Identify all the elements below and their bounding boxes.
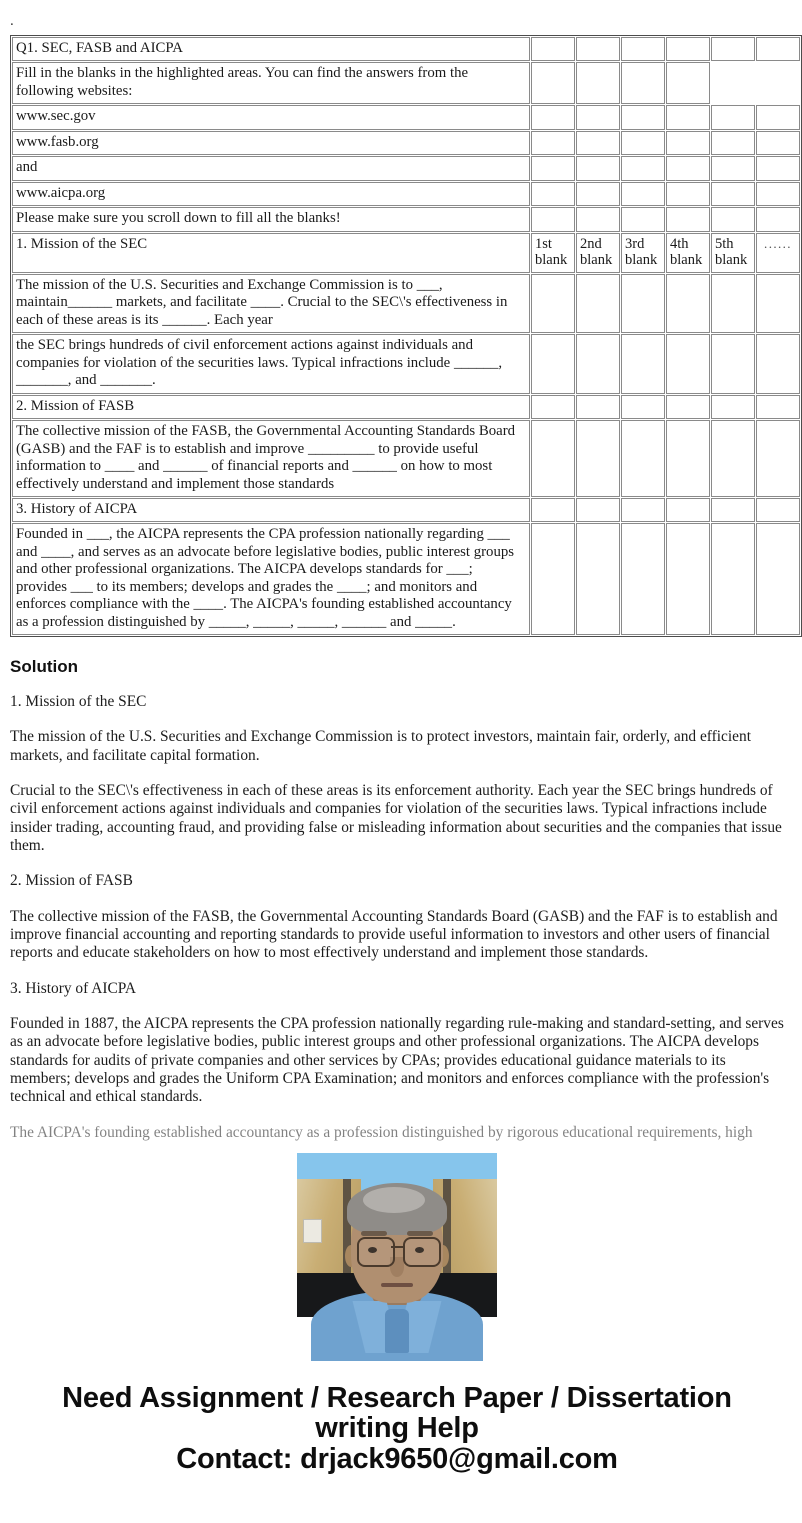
solution-aicpa-paragraph-2-text: The AICPA's founding established accountancy as a profession distinguished by rigorous educational requirements, high xyxy=(10,1123,753,1141)
promo-contact-line: Contact: drjack9650@gmail.com xyxy=(176,1442,618,1475)
avatar-background-switch xyxy=(303,1219,322,1243)
stray-period: . xyxy=(10,13,14,29)
blank-cell[interactable] xyxy=(756,207,800,231)
table-row xyxy=(12,498,800,522)
answer-cell[interactable] xyxy=(621,523,665,635)
blank-cell[interactable] xyxy=(756,182,800,206)
avatar xyxy=(297,1153,497,1353)
blank-cell[interactable] xyxy=(576,105,620,129)
answer-cell[interactable] xyxy=(666,498,710,522)
answer-cell[interactable] xyxy=(621,498,665,522)
answer-cell[interactable] xyxy=(621,420,665,497)
scroll-notice-cell: Please make sure you scroll down to fill all the blanks! xyxy=(12,207,530,231)
avatar-mouth xyxy=(381,1283,413,1287)
answer-cell[interactable] xyxy=(531,274,575,333)
conjunction-cell: and xyxy=(12,156,530,180)
website-aicpa-cell: www.aicpa.org xyxy=(12,182,530,206)
blank-cell[interactable] xyxy=(711,131,755,155)
answer-cell[interactable] xyxy=(666,395,710,419)
blank-cell[interactable] xyxy=(711,207,755,231)
solution-sec-paragraph-2: Crucial to the SEC\'s effectiveness in each of these areas is its enforcement authority. Each year the SEC brings hundreds of civil enforcement actions against individuals and companies for violation of the securities laws. Typical infractions include insider trading, accounting fraud, and providing false or misleading information about securities and the companies that issue them. xyxy=(10,782,782,855)
blank-cell[interactable] xyxy=(621,182,665,206)
fasb-mission-text-cell: The collective mission of the FASB, the Governmental Accounting Standards Board (GASB) and the FAF is to establish and improve _________ to provide useful information to ____ and ______ of financial reports and ______ on how to most effectively understand and implement those standards xyxy=(12,420,530,497)
answer-cell[interactable] xyxy=(756,274,800,333)
table-row xyxy=(12,131,800,155)
blank-header-3: 3rd blank xyxy=(621,233,665,273)
blank-cell[interactable] xyxy=(531,62,575,104)
worksheet-table-container xyxy=(0,35,794,637)
blank-cell[interactable] xyxy=(531,207,575,231)
avatar-glasses-lens-left xyxy=(357,1237,395,1267)
answer-cell[interactable] xyxy=(666,420,710,497)
worksheet-table xyxy=(10,35,802,637)
blank-header-2: 2nd blank xyxy=(576,233,620,273)
blank-cell[interactable] xyxy=(666,182,710,206)
table-row xyxy=(12,62,800,104)
solution-fasb-paragraph-1: The collective mission of the FASB, the Governmental Accounting Standards Board (GASB) and the FAF is to establish and improve financial accounting and reporting standards to provide useful information to investors and other users of financial reports and educate stakeholders on how to most effectively understand and implement those standards. xyxy=(10,907,778,962)
table-row xyxy=(12,156,800,180)
worksheet-fasb-section xyxy=(12,395,800,497)
answer-cell[interactable] xyxy=(576,334,620,393)
sec-section-header-cell: 1. Mission of the SEC xyxy=(12,233,530,273)
avatar-eyebrow-right xyxy=(407,1231,433,1236)
blank-cell[interactable] xyxy=(756,105,800,129)
answer-cell[interactable] xyxy=(576,395,620,419)
answer-cell[interactable] xyxy=(531,498,575,522)
answer-cell[interactable] xyxy=(711,334,755,393)
table-row xyxy=(12,105,800,129)
table-row xyxy=(12,233,800,273)
blank-cell[interactable] xyxy=(711,182,755,206)
blank-cell[interactable] xyxy=(711,156,755,180)
blank-cell[interactable] xyxy=(531,105,575,129)
avatar-glasses-lens-right xyxy=(403,1237,441,1267)
blank-cell[interactable] xyxy=(621,37,665,61)
promo-line-2: writing Help xyxy=(315,1412,479,1445)
blank-cell[interactable] xyxy=(666,156,710,180)
blank-cell[interactable] xyxy=(756,37,800,61)
avatar-container xyxy=(0,1131,794,1353)
table-row xyxy=(12,395,800,419)
blank-cell[interactable] xyxy=(576,131,620,155)
answer-cell[interactable] xyxy=(666,523,710,635)
blank-cell[interactable] xyxy=(756,131,800,155)
website-sec-cell: www.sec.gov xyxy=(12,105,530,129)
blank-cell[interactable] xyxy=(531,182,575,206)
solution-sec-paragraph-1: The mission of the U.S. Securities and Exchange Commission is to protect investors, maintain fair, orderly, and efficient markets, and facilitate capital formation. xyxy=(10,728,751,764)
promo-line-1: Need Assignment / Research Paper / Dissertation xyxy=(62,1381,732,1414)
promo-footer xyxy=(0,1353,794,1484)
blank-cell[interactable] xyxy=(756,156,800,180)
blank-cell[interactable] xyxy=(666,62,710,104)
aicpa-section-header-cell: 3. History of AICPA xyxy=(12,498,530,522)
answer-cell[interactable] xyxy=(576,274,620,333)
answer-cell[interactable] xyxy=(531,334,575,393)
blank-cell[interactable] xyxy=(621,105,665,129)
solution-fasb-title: 2. Mission of FASB xyxy=(10,872,133,890)
solution-aicpa-title: 3. History of AICPA xyxy=(10,979,136,997)
blank-cell[interactable] xyxy=(531,131,575,155)
blank-cell[interactable] xyxy=(576,37,620,61)
blank-cell[interactable] xyxy=(621,62,665,104)
blank-cell[interactable] xyxy=(711,37,755,61)
answer-cell[interactable] xyxy=(531,395,575,419)
answer-cell[interactable] xyxy=(666,274,710,333)
answer-cell[interactable] xyxy=(711,420,755,497)
avatar-eyebrow-left xyxy=(361,1231,387,1236)
table-row xyxy=(12,37,800,61)
blank-header-5: 5th blank xyxy=(711,233,755,273)
table-row xyxy=(12,182,800,206)
worksheet-instructions-cell: Fill in the blanks in the highlighted areas. You can find the answers from the following websites: xyxy=(12,62,530,104)
table-row xyxy=(12,207,800,231)
answer-cell[interactable] xyxy=(621,274,665,333)
avatar-tie xyxy=(385,1309,409,1353)
blank-cell[interactable] xyxy=(666,131,710,155)
blank-cell[interactable] xyxy=(666,105,710,129)
answer-cell[interactable] xyxy=(621,334,665,393)
solution-aicpa-paragraph-2-clipped xyxy=(10,1123,784,1141)
aicpa-history-text-cell: Founded in ___, the AICPA represents the CPA profession nationally regarding ___ and ____, and serves as an advocate before legislative bodies, public interest groups and other professional organizations. The AICPA develops standards for ___; provides ___ to its members; develops and grades the ____; and monitors and enforces compliance with the ____. The AICPA's founding established accountancy as a profession distinguished by _____, _____, _____, ______ and _____. xyxy=(12,523,530,635)
answer-cell[interactable] xyxy=(531,420,575,497)
worksheet-aicpa-section xyxy=(12,498,800,635)
answer-cell[interactable] xyxy=(756,523,800,635)
blank-header-1: 1st blank xyxy=(531,233,575,273)
table-row xyxy=(12,420,800,497)
answer-cell[interactable] xyxy=(756,420,800,497)
blank-cell[interactable] xyxy=(576,156,620,180)
table-row xyxy=(12,523,800,635)
sec-mission-text-cell: The mission of the U.S. Securities and Exchange Commission is to ___, maintain______ markets, and facilitate ____. Crucial to the SEC\'s effectiveness in each of these areas is its ______. Each year xyxy=(12,274,530,333)
answer-cell[interactable] xyxy=(756,498,800,522)
blank-cell[interactable] xyxy=(666,37,710,61)
answer-cell[interactable] xyxy=(756,334,800,393)
blank-header-ellipsis: ...... xyxy=(756,233,800,273)
table-row xyxy=(12,334,800,393)
answer-cell[interactable] xyxy=(576,420,620,497)
worksheet-intro-section xyxy=(12,37,800,232)
blank-cell[interactable] xyxy=(531,156,575,180)
answer-cell[interactable] xyxy=(621,395,665,419)
solution-aicpa-paragraph-1: Founded in 1887, the AICPA represents the CPA profession nationally regarding rule-making and standard-setting, and serves as an advocate before legislative bodies, public interest groups and other professional organizations. The AICPA develops standards for audits of private companies and other services by CPAs; provides educational guidance materials to its members; develops and grades the Uniform CPA Examination; and monitors and enforces compliance with the profession's technical and ethical standards. xyxy=(10,1015,784,1106)
solution-sec-title: 1. Mission of the SEC xyxy=(10,693,147,711)
fasb-section-header-cell: 2. Mission of FASB xyxy=(12,395,530,419)
solution-heading: Solution xyxy=(10,657,78,677)
answer-cell[interactable] xyxy=(711,498,755,522)
sec-enforcement-text-cell: the SEC brings hundreds of civil enforcement actions against individuals and companies for violation of the securities laws. Typical infractions include ______, _______, and _______. xyxy=(12,334,530,393)
answer-cell[interactable] xyxy=(666,334,710,393)
blank-cell[interactable] xyxy=(621,156,665,180)
table-row xyxy=(12,274,800,333)
worksheet-sec-section xyxy=(12,233,800,394)
worksheet-title-cell: Q1. SEC, FASB and AICPA xyxy=(12,37,530,61)
blank-header-4: 4th blank xyxy=(666,233,710,273)
blank-cell[interactable] xyxy=(576,62,620,104)
answer-cell[interactable] xyxy=(711,395,755,419)
blank-cell[interactable] xyxy=(531,37,575,61)
answer-cell[interactable] xyxy=(711,274,755,333)
answer-cell[interactable] xyxy=(711,523,755,635)
blank-cell[interactable] xyxy=(576,207,620,231)
answer-cell[interactable] xyxy=(576,523,620,635)
avatar-glasses-bridge xyxy=(391,1246,403,1249)
website-fasb-cell: www.fasb.org xyxy=(12,131,530,155)
answer-cell[interactable] xyxy=(576,498,620,522)
blank-cell[interactable] xyxy=(576,182,620,206)
blank-cell[interactable] xyxy=(711,105,755,129)
solution-section xyxy=(0,637,794,1141)
blank-cell[interactable] xyxy=(666,207,710,231)
blank-cell[interactable] xyxy=(621,131,665,155)
answer-cell[interactable] xyxy=(531,523,575,635)
answer-cell[interactable] xyxy=(756,395,800,419)
blank-cell[interactable] xyxy=(621,207,665,231)
avatar-hair-highlight xyxy=(363,1187,425,1213)
